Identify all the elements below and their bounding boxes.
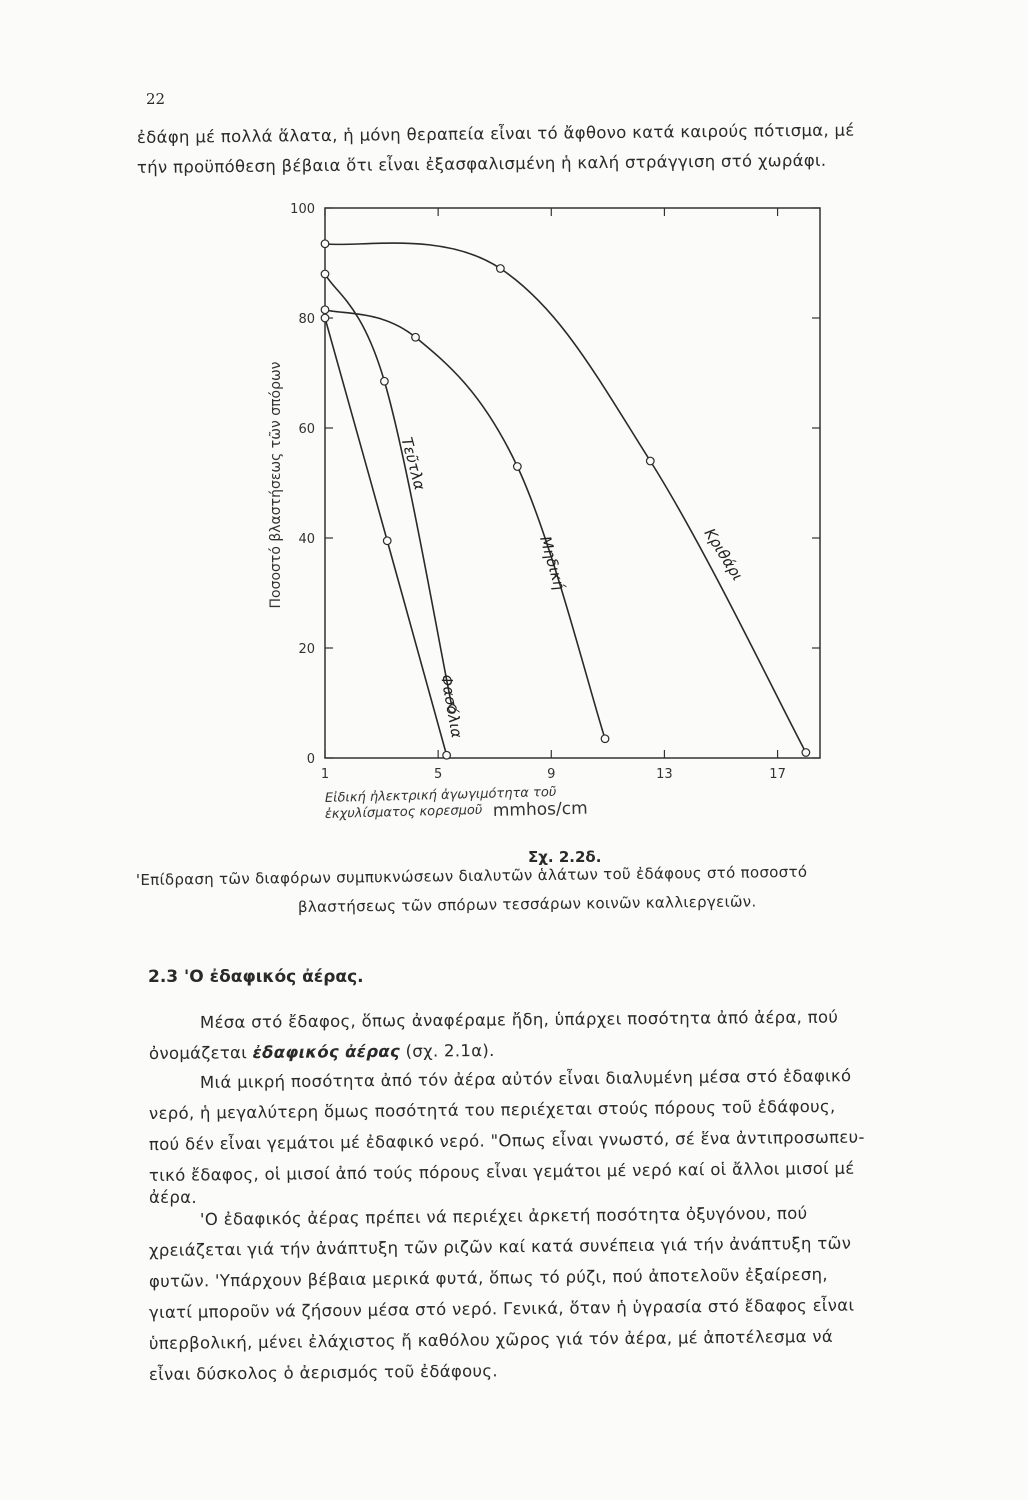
body-p3-line-5: ὑπερβολική, μένει ἐλάχιστος ἤ καθόλου χῶρος γιά τόν ἀέρα, μέ ἀποτέλεσμα νά [148,1326,834,1353]
data-point [321,240,329,248]
y-tick-label: 100 [290,202,315,217]
y-tick-label: 20 [298,642,315,657]
data-point [321,306,329,314]
x-axis-unit: mmhos/cm [492,798,588,821]
chart-axes [325,208,820,758]
intro-line-2: τήν προϋπόθεση βέβαια ὅτι εἶναι ἐξασφαλισμένη ἡ καλή στράγγιση στό χωράφι. [136,150,827,177]
data-point [443,751,451,759]
body-p2-line-5: ἀέρα. [149,1188,197,1207]
data-point [497,265,505,273]
section-title: 'Ο ἐδαφικός ἀέρας. [184,967,364,987]
body-p3-line-4: γιατί μποροῦν νά ζήσουν μέσα στό νερό. Γενικά, ὅταν ἡ ὑγρασία στό ἔδαφος εἶναι [148,1295,855,1322]
body-p2-line-2: νερό, ἡ μεγαλύτερη ὅμως ποσότητά του περιέχεται στούς πόρους τοῦ ἐδάφους, [148,1096,836,1123]
plot-frame [325,208,820,758]
page-number: 22 [146,90,166,108]
body-p1-pre: ὀνομάζεται [148,1043,248,1063]
chart-points [321,240,809,759]
series-label: Μηδική [536,534,569,593]
body-p2-line-1: Μιά μικρή ποσότητα ἀπό τόν ἀέρα αὐτόν εἶναι διαλυμένη μέσα στό ἐδαφικό [199,1066,852,1092]
body-p2-line-3: πού δέν εἶναι γεμάτοι μέ ἐδαφικό νερό. "Οπως εἶναι γνωστό, σέ ἕνα ἀντιπροσωπευ- [148,1127,865,1154]
data-point [321,314,329,322]
series-line-3 [325,243,806,752]
figure-label: Σχ. 2.2δ. [528,848,602,866]
germination-chart [250,190,850,840]
chart-labels [268,361,747,822]
figure-caption-line-2: βλαστήσεως τῶν σπόρων τεσσάρων κοινῶν καλλιεργειῶν. [297,892,757,916]
chart-ticks [290,202,820,782]
x-tick-label: 17 [769,767,786,782]
series-label: Τεῦτλα [397,435,429,492]
data-point [802,749,810,757]
y-tick-label: 40 [298,532,315,547]
body-p3-line-2: χρειάζεται γιά τήν ἀνάπτυξη τῶν ριζῶν καί κατά συνέπεια γιά τήν ἀνάπτυξη τῶν [148,1233,852,1260]
x-axis-label-line-1: Εἰδική ἠλεκτρική ἀγωγιμότητα τοῦ [324,784,557,806]
body-p1-line-1: Μέσα στό ἔδαφος, ὅπως ἀναφέραμε ἤδη, ὑπάρχει ποσότητα ἀπό ἀέρα, πού [199,1007,839,1032]
x-axis-label-line-2: ἐκχυλίσματος κορεσμοῦ [324,802,483,822]
body-p1-emphasis: ἐδαφικός ἀέρας [252,1041,401,1063]
body-p3-line-3: φυτῶν. 'Υπάρχουν βέβαια μερικά φυτά, ὅπως τό ρύζι, πού ἀποτελοῦν ἐξαίρεση, [148,1264,828,1291]
series-line-2 [325,310,605,739]
body-p3-line-6: εἶναι δύσκολος ὁ ἀερισμός τοῦ ἐδάφους. [148,1361,498,1384]
x-tick-label: 13 [656,767,673,782]
chart-series [325,243,806,755]
series-label: Φασόλια [437,673,466,740]
data-point [412,333,420,341]
data-point [514,463,522,471]
body-p3-line-1: 'Ο ἐδαφικός ἀέρας πρέπει νά περιέχει ἀρκετή ποσότητα ὀξυγόνου, πού [199,1203,808,1229]
data-point [601,735,609,743]
series-label: Κριθάρι [700,525,747,584]
y-tick-label: 80 [298,312,315,327]
x-tick-label: 1 [320,767,330,782]
y-tick-label: 0 [306,752,315,767]
data-point [383,537,391,545]
body-p1-post: (σχ. 2.1α). [405,1040,495,1061]
section-heading [148,967,364,987]
x-tick-label: 9 [547,767,556,782]
body-p1-line-2 [149,1041,495,1063]
figure-caption-line-1: 'Επίδραση τῶν διαφόρων συμπυκνώσεων διαλυτῶν ἁλάτων τοῦ ἐδάφους στό ποσοστό [135,862,808,889]
chart-svg [250,190,850,840]
data-point [646,457,654,465]
y-axis-label: Ποσοστό βλαστήσεως τῶν σπόρων [268,361,284,609]
data-point [381,377,389,385]
x-tick-label: 5 [434,767,443,782]
data-point [321,270,329,278]
series-line-1 [325,274,452,709]
section-number: 2.3 [148,967,179,987]
body-p2-line-4: τικό ἔδαφος, οἱ μισοί ἀπό τούς πόρους εἶναι γεμάτοι μέ νερό καί οἱ ἄλλοι μισοί μέ [148,1158,855,1185]
intro-line-1: ἐδάφη μέ πολλά ἅλατα, ἡ μόνη θεραπεία εἶναι τό ἄφθονο κατά καιρούς πότισμα, μέ [136,120,855,147]
y-tick-label: 60 [298,422,315,437]
